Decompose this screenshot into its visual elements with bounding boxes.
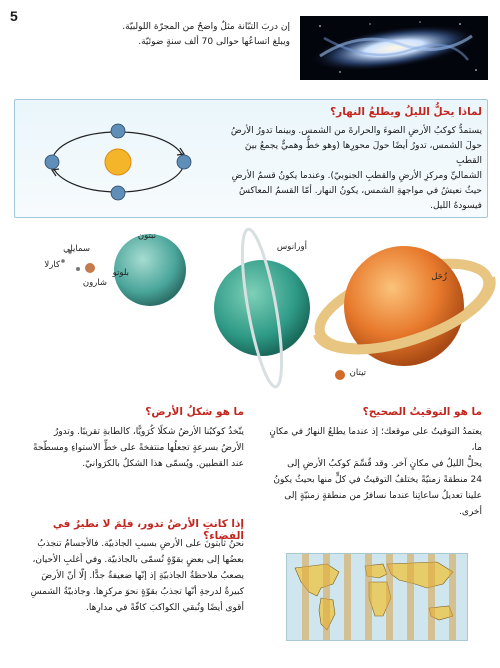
text-line: الأرضُ بسرعةٍ تجعلُها منتفخةً على خطِّ الاستواءِ ومسطّحةً: [33, 443, 244, 453]
earth-icon: [111, 186, 125, 200]
day-night-title: لماذا يحلُّ الليلُ ويطلعُ النهار؟: [330, 106, 482, 118]
text-line: يستمدُّ كوكبُ الأرضِ الضوءَ والحرارةَ من الشمس. وبينما تدورُ الأرضُ: [230, 126, 482, 136]
earth-icon: [177, 155, 191, 169]
text-line: حيثُ نعيشُ في مواجهةِ الشمس، يكونُ النهار. أمّا القسمُ المعاكسُ: [238, 186, 482, 196]
time-section-title: ما هو التوقيتُ الصحيح؟: [362, 406, 482, 418]
earth-orbit-diagram: [38, 112, 198, 212]
text-line: كبيرةٌ لدرجةِ أنّها تجذبُ بقوّةٍ نحوَ مركزِها. وجاذبيّةُ الشمسِ: [30, 587, 244, 597]
text-line: نحنُ ثابتونَ على الأرضِ بسببِ الجاذبيّة. فالأجسامُ تنجذبُ: [37, 539, 244, 549]
page-number: 5: [10, 8, 18, 24]
text-line: 24 منطقةً زمنيّةً يختلفُ التوقيتُ في كلٍّ منها بحيثُ يكونُ: [273, 475, 482, 485]
neptune-label: نبتون: [137, 231, 156, 241]
text-line: أقوى أيضًا وتُبقي الكواكبَ كافّةً في مدارِها.: [85, 603, 244, 613]
text-line: يصعبُ ملاحظةُ الجاذبيّةِ إذ إنّها ضعيفةٌ جدًّا. إلّا أنّ الأرضَ: [41, 571, 244, 581]
text-line: يعتمدُ التوقيتُ على موقعك؛ إذ عندما يطلعُ النهارُ في مكانٍ ما،: [269, 427, 482, 453]
day-night-text: [222, 124, 482, 214]
gravity-section-title: إذا كانتِ الأرضُ تدور، فلِمَ لا نطيرُ في الفضاء؟: [52, 518, 244, 542]
text-line: يتّخذُ كوكبُنا الأرضُ شكلًا كُرَويًّا، كالطابةِ تقريبًا. وتدورُ: [53, 427, 244, 437]
earth-icon: [45, 155, 59, 169]
galaxy-caption-line: إن دربَ التبّانة مثلٌ واضحٌ من المجرّة اللولبيّة.: [122, 22, 290, 32]
time-zone-map: [286, 553, 468, 641]
text-line: بعضُها إلى بعضٍ بقوّةٍ تُسمّى بالجاذبيّة. وفي أغلبِ الأحيان،: [32, 555, 244, 565]
galaxy-caption-line: ويبلغ اتساعُها حوالى 70 ألف سنةٍ ضوئيّة.: [138, 37, 290, 47]
text-line: يحلُّ الليلُ في مكانٍ آخر. وقد قُسِّمَ كوكبُ الأرضِ إلى: [287, 459, 482, 469]
galaxy-photo: [300, 16, 488, 80]
pluto-planet: [85, 263, 95, 273]
shape-section-text: [12, 424, 244, 472]
earth-icon: [111, 124, 125, 138]
uranus-planet: [214, 260, 310, 356]
charon-moon: [76, 267, 80, 271]
text-line: علينا تعديلُ ساعاتِنا عندما نسافرُ من منطقةٍ زمنيّةٍ إلى أخرى.: [284, 491, 482, 517]
saturn-label: زُحَل: [431, 272, 447, 282]
karla-moon: [61, 259, 65, 263]
shape-section-title: ما هو شكلُ الأرض؟: [145, 406, 244, 418]
sun-icon: [105, 149, 131, 175]
pluto-label: بلوتو: [112, 268, 129, 278]
text-line: عند القطبين. ويُسمّى هذا الشكلُ بالكرَوانيّ.: [82, 459, 244, 469]
gravity-section-text: [12, 536, 244, 616]
smiley-label: سمايلي: [63, 244, 90, 254]
uranus-label: أورانوس: [276, 242, 307, 252]
text-line: الشماليِّ ومركزِ الأرضِ والقطبِ الجنوبيّ). وعندما يكونُ قسمُ الأرضِ: [231, 171, 482, 181]
text-line: حولَ الشمس، تدورُ أيضًا حولَ محورِها (وهو خطٌّ وهميٌّ يجمعُ بينَ القطبِ: [244, 141, 482, 166]
time-section-text: [264, 424, 482, 520]
galaxy-caption: [80, 20, 290, 50]
karla-label: كارلا: [44, 260, 60, 270]
charon-label: شارون: [82, 278, 107, 288]
titan-label: تيتان: [349, 368, 366, 378]
text-line: فيسودهُ الليل.: [430, 201, 482, 211]
